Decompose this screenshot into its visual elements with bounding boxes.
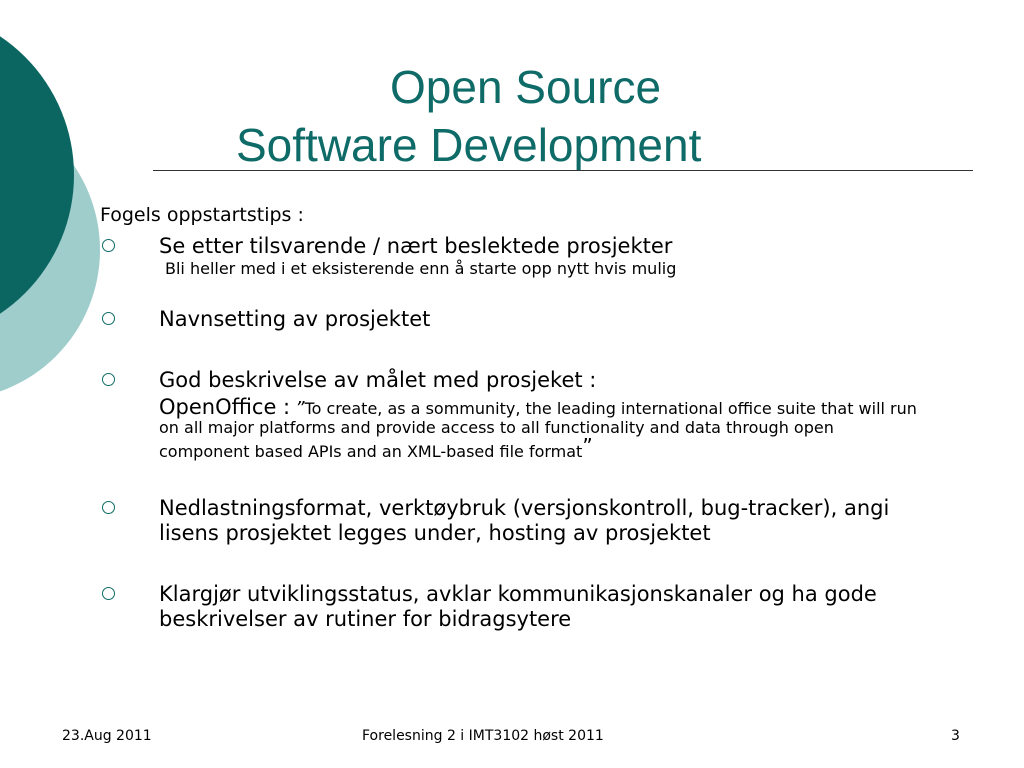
bullet-item-2 (100, 307, 920, 332)
slide-title-line-1: Open Source (390, 61, 662, 113)
title-underline (153, 170, 973, 171)
bullet-circle-icon (102, 587, 115, 600)
bullet-item-3 (100, 368, 920, 461)
quote-close-mark: ” (582, 434, 593, 458)
bullet-text: Navnsetting av prosjektet (159, 307, 431, 331)
openoffice-quote (159, 395, 920, 461)
bullet-circle-icon (102, 373, 115, 386)
quote-open-mark: ” (295, 398, 305, 419)
bullet-text: Nedlastningsformat, verktøybruk (versjonskontroll, bug-tracker), angi lisens prosjektet legges under, hosting av prosjektet (159, 496, 890, 545)
bullet-item-5 (100, 582, 920, 632)
bullet-item-1 (100, 234, 920, 279)
bullet-text: Klargjør utviklingsstatus, avklar kommunikasjonskanaler og ha gode beskrivelser av rutiner for bidragsytere (159, 582, 877, 631)
footer-course-label: Forelesning 2 i IMT3102 høst 2011 (362, 728, 604, 744)
bullet-circle-icon (102, 501, 115, 514)
slide-number: 3 (951, 728, 960, 744)
quote-text: To create, as a sommunity, the leading international office suite that will run on all major platforms and provide access to all functionality and data through open component based APIs and an XML-based file format (159, 399, 917, 461)
bullet-text: Se etter tilsvarende / nært beslektede prosjekter (159, 234, 673, 258)
intro-text: Fogels oppstartstips : (100, 204, 304, 226)
bullet-text: God beskrivelse av målet med prosjeket : (159, 368, 597, 392)
openoffice-label: OpenOffice : (159, 395, 291, 419)
slide-title-line-2: Software Development (236, 119, 702, 171)
footer-date: 23.Aug 2011 (62, 728, 152, 744)
slide-title (150, 58, 970, 174)
sub-item-text: Bli heller med i et eksisterende enn å starte opp nytt hvis mulig (165, 259, 677, 278)
slide-body (100, 203, 920, 632)
bullet-item-4 (100, 496, 920, 546)
bullet-circle-icon (102, 239, 115, 252)
bullet-circle-icon (102, 312, 115, 325)
